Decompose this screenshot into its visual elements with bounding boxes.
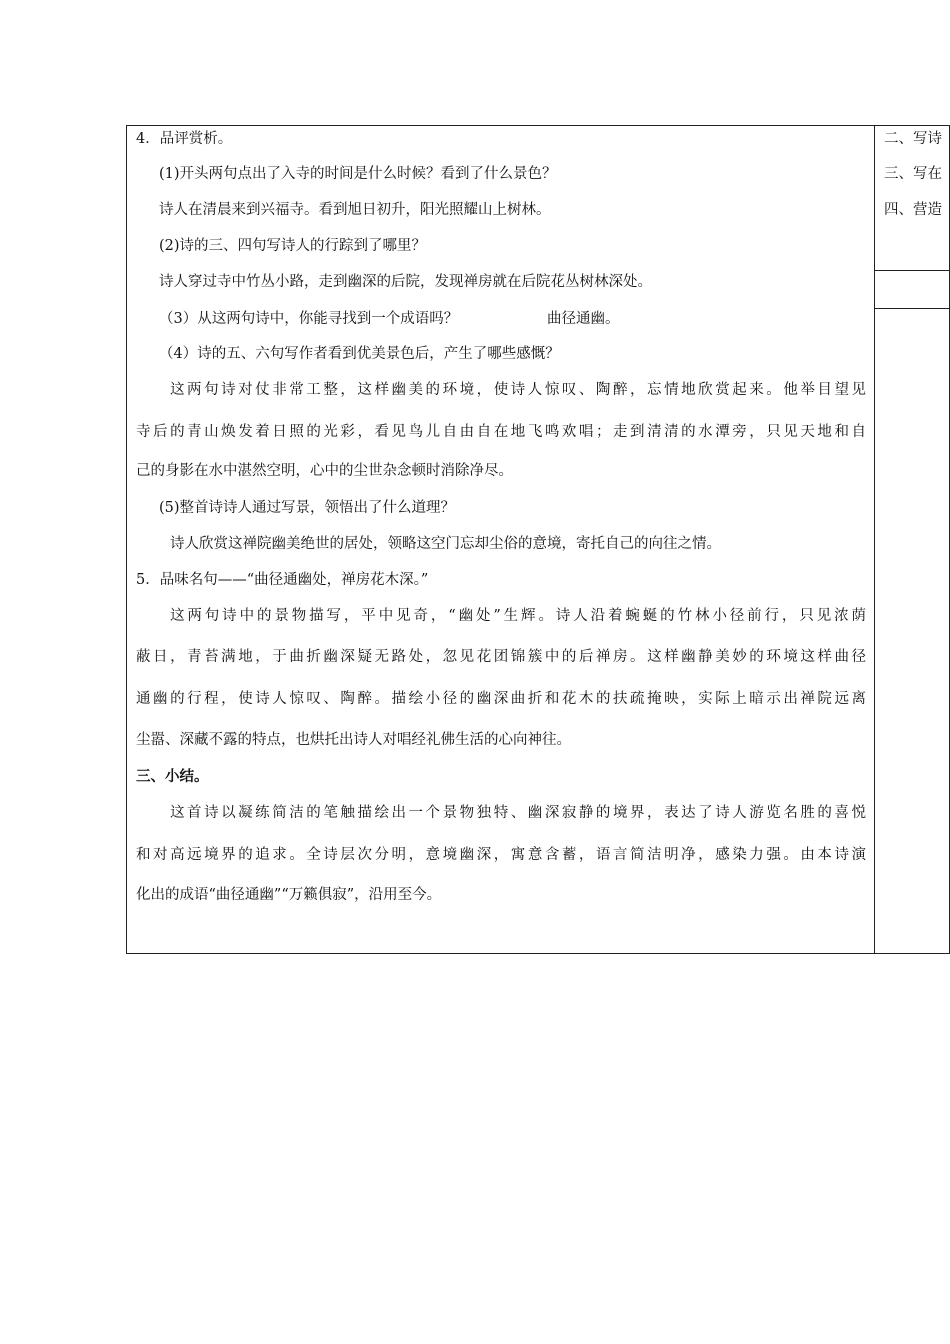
side-note-3: 四、营造 [884, 202, 942, 218]
famous-line-analysis-line-4: 尘嚣、深藏不露的特点，也烘托出诗人对唱经礼佛生活的心向神往。 [136, 732, 571, 748]
answer-4-line-1: 这两句诗对仗非常工整，这样幽美的环境，使诗人惊叹、陶醉，忘情地欣赏起来。他举目望见 [170, 382, 866, 398]
summary-line-2: 和对高远境界的追求。全诗层次分明，意境幽深，寓意含蓄，语言简洁明净，感染力强。由本诗演 [136, 847, 866, 863]
question-5: (5)整首诗诗人通过写景，领悟出了什么道理？ [159, 500, 456, 516]
question-2: (2)诗的三、四句写诗人的行踪到了哪里？ [159, 238, 427, 254]
summary-line-1: 这首诗以凝练简洁的笔触描绘出一个景物独特、幽深寂静的境界，表达了诗人游览名胜的喜悦 [170, 805, 866, 821]
lesson-content-cell [126, 125, 875, 954]
section-heading-5: 5．品味名句——“曲径通幽处，禅房花木深。” [136, 572, 429, 588]
famous-line-analysis-line-2: 蔽日，青苔满地，于曲折幽深疑无路处，忽见花团锦簇中的后禅房。这样幽静美妙的环境这样曲径 [136, 649, 866, 665]
side-notes-column [875, 125, 950, 954]
question-3: （3）从这两句诗中，你能寻找到一个成语吗？ [159, 311, 459, 327]
answer-5: 诗人欣赏这禅院幽美绝世的居处，领略这空门忘却尘俗的意境，寄托自己的向往之情。 [170, 536, 721, 552]
answer-4-line-2: 寺后的青山焕发着日照的光彩，看见鸟儿自由自在地飞鸣欢唱；走到清清的水潭旁，只见天地和自 [136, 424, 866, 440]
summary-heading: 三、小结。 [136, 768, 209, 785]
question-4: （4）诗的五、六句写作者看到优美景色后，产生了哪些感慨？ [159, 346, 560, 362]
summary-line-3: 化出的成语“曲径通幽”“万籁俱寂”，沿用至今。 [136, 887, 442, 903]
side-empty-cell [875, 271, 950, 309]
section-heading-4: 4．品评赏析。 [136, 131, 233, 147]
famous-line-analysis-line-3: 通幽的行程，使诗人惊叹、陶醉。描绘小径的幽深曲折和花木的扶疏掩映，实际上暗示出禅院远离 [136, 691, 866, 707]
side-note-2: 三、写在 [884, 166, 942, 182]
question-1: (1)开头两句点出了入寺的时间是什么时候？看到了什么景色？ [159, 166, 557, 182]
famous-line-analysis-line-1: 这两句诗中的景物描写，平中见奇，“幽处”生辉。诗人沿着蜿蜒的竹林小径前行，只见浓荫 [170, 608, 866, 624]
answer-3: 曲径通幽。 [547, 311, 620, 327]
answer-1: 诗人在清晨来到兴福寺。看到旭日初升，阳光照耀山上树林。 [159, 202, 551, 218]
answer-2: 诗人穿过寺中竹丛小路，走到幽深的后院，发现禅房就在后院花丛树林深处。 [159, 274, 652, 290]
side-note-1: 二、写诗 [884, 131, 942, 147]
side-notes-block [875, 126, 950, 271]
answer-4-line-3: 己的身影在水中湛然空明，心中的尘世杂念顿时消除净尽。 [136, 463, 513, 479]
